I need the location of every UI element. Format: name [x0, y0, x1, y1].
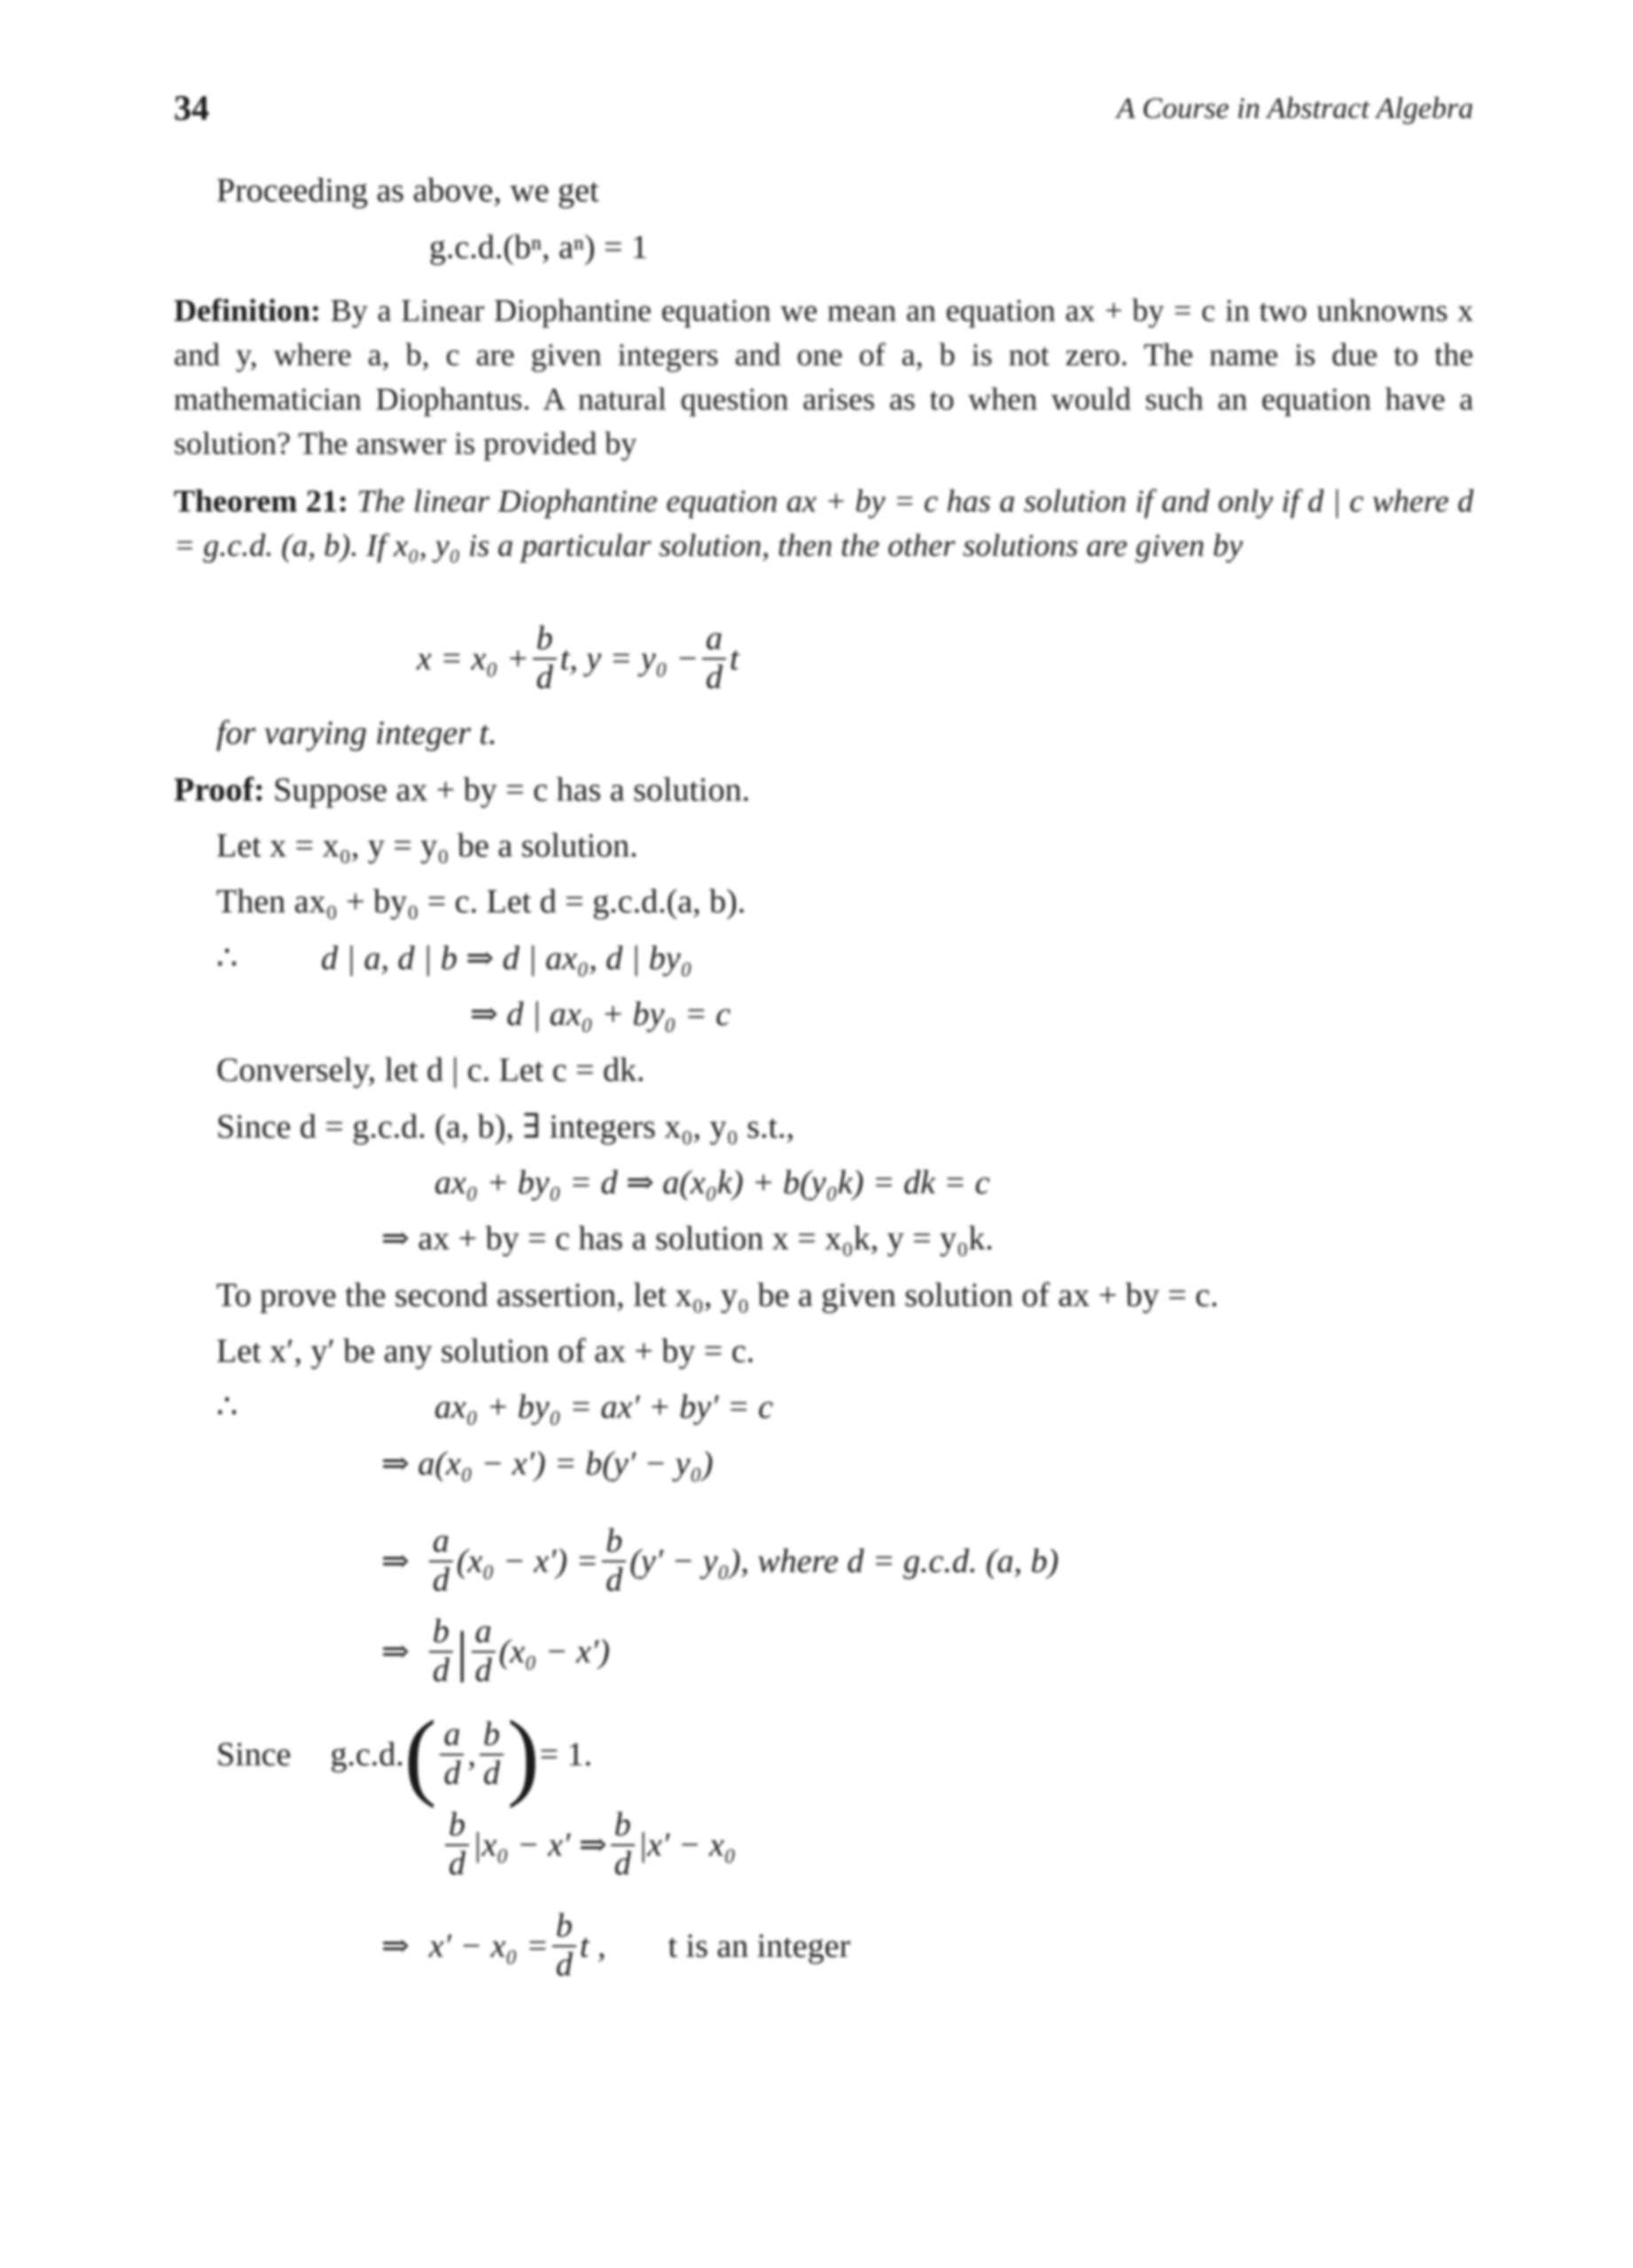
running-title: A Course in Abstract Algebra — [1116, 92, 1473, 125]
proof-line-4: d | a, d | b ⇒ d | ax₀, d | by₀ — [321, 940, 692, 977]
fraction-a-over-d: $\frac{a}{d}$ — [472, 1614, 496, 1690]
proof-line-6: Conversely, let d | c. Let c = dk. — [216, 1052, 645, 1089]
proof-line-3: Then ax₀ + by₀ = c. Let d = g.c.d.(a, b). — [216, 883, 746, 920]
proof-line-8: ax₀ + by₀ = d ⇒ a(x₀k) + b(y₀k) = dk = c — [434, 1164, 990, 1201]
intro-line: Proceeding as above, we get — [216, 172, 599, 209]
definition-text: By a Linear Diophantine equation we mean an equation ax + by = c in two unknowns x and y, where a, b, c are given integers and one of a, b is not zero. The name is due to the mathematician Diophantus. A natural question arises as to when would such an equation have a solution? The answer is provided by — [174, 293, 1474, 461]
fraction-a-over-d: $\frac{a}{d}$ — [702, 621, 726, 697]
formula-t: t — [730, 639, 739, 677]
proof-suppose: Suppose ax + by = c has a solution. — [273, 771, 751, 809]
proof-line-2: Let x = x₀, y = y₀ be a solution. — [216, 827, 638, 864]
definition-paragraph — [174, 288, 1473, 465]
divides-bar: | — [456, 1619, 468, 1683]
fraction-b-over-d: $\frac{b}{d}$ — [480, 1717, 504, 1793]
right-paren: ) — [506, 1701, 540, 1809]
theorem-formula — [417, 621, 739, 697]
fraction-a-over-d: $\frac{a}{d}$ — [440, 1717, 464, 1793]
proof-line-16 — [216, 1701, 593, 1809]
theorem-paragraph — [174, 479, 1473, 567]
proof-line-10: To prove the second assertion, let x₀, y₀ be a given solution of ax + by = c. — [216, 1277, 1219, 1314]
theorem-label: Theorem 21: — [174, 483, 348, 519]
line18-t: t , — [579, 1927, 606, 1965]
proof-line-17 — [441, 1807, 736, 1883]
fraction-a-over-d: $\frac{a}{d}$ — [429, 1523, 453, 1599]
fraction-b-over-d: $\frac{b}{d}$ — [533, 621, 557, 697]
proof-label: Proof: — [174, 771, 265, 809]
equals-one: = 1. — [539, 1736, 593, 1773]
implies-arrow: ⇒ — [381, 1542, 410, 1580]
formula-x-part: x = x₀ + — [417, 639, 529, 677]
fraction-b-over-d: $\frac{b}{d}$ — [602, 1523, 626, 1599]
proof-line-18 — [381, 1908, 850, 1984]
implies-arrow: ⇒ — [381, 1927, 410, 1965]
definition-label: Definition: — [174, 293, 321, 328]
therefore-symbol-2: ∴ — [216, 1388, 238, 1426]
left-paren: ( — [403, 1701, 437, 1809]
theorem-footer: for varying integer t. — [216, 715, 497, 752]
line17-end: |x′ − x₀ — [637, 1826, 737, 1864]
line18-left: x′ − x₀ = — [428, 1927, 549, 1965]
fraction-b-over-d: $\frac{b}{d}$ — [552, 1908, 576, 1984]
implies-arrow: ⇒ — [381, 1632, 410, 1670]
line17-middle: |x₀ − x′ ⇒ — [473, 1826, 607, 1864]
proof-line-9: ⇒ ax + by = c has a solution x = x₀k, y = y₀k. — [381, 1220, 994, 1257]
fraction-b-over-d: $\frac{b}{d}$ — [611, 1807, 635, 1883]
theorem-text: The linear Diophantine equation ax + by = c has a solution if and only if d | c where d = g.c.d. (a, b). If x₀, y₀ is a particular solution, then the other solutions are given by — [174, 483, 1473, 563]
since-word: Since — [216, 1736, 292, 1773]
fraction-b-over-d: $\frac{b}{d}$ — [429, 1614, 453, 1690]
proof-line-1 — [174, 773, 750, 807]
line18-note: t is an integer — [668, 1927, 851, 1965]
page-number: 34 — [174, 88, 209, 128]
formula-y-part: t, y = y₀ − — [559, 639, 699, 677]
proof-line-11: Let x′, y′ be any solution of ax + by = c. — [216, 1333, 755, 1370]
comma: , — [467, 1736, 476, 1773]
line14-right: (y′ − y₀), where d = g.c.d. (a, b) — [629, 1542, 1059, 1580]
proof-line-5: ⇒ d | ax₀ + by₀ = c — [470, 996, 731, 1033]
proof-line-15 — [381, 1614, 610, 1690]
therefore-symbol-1: ∴ — [216, 940, 238, 977]
gcd-word: g.c.d. — [330, 1736, 404, 1773]
proof-line-7: Since d = g.c.d. (a, b), ∃ integers x₀, y₀ s.t., — [216, 1108, 795, 1146]
line15-tail: (x₀ − x′) — [498, 1632, 610, 1670]
proof-line-13: ⇒ a(x₀ − x′) = b(y′ − y₀) — [381, 1445, 714, 1482]
fraction-b-over-d: $\frac{b}{d}$ — [445, 1807, 469, 1883]
proof-line-12: ax₀ + by₀ = ax′ + by′ = c — [434, 1388, 773, 1426]
gcd-result: g.c.d.(bⁿ, aⁿ) = 1 — [429, 229, 648, 266]
proof-line-14 — [381, 1523, 1059, 1599]
line14-left: (x₀ − x′) = — [456, 1542, 599, 1580]
